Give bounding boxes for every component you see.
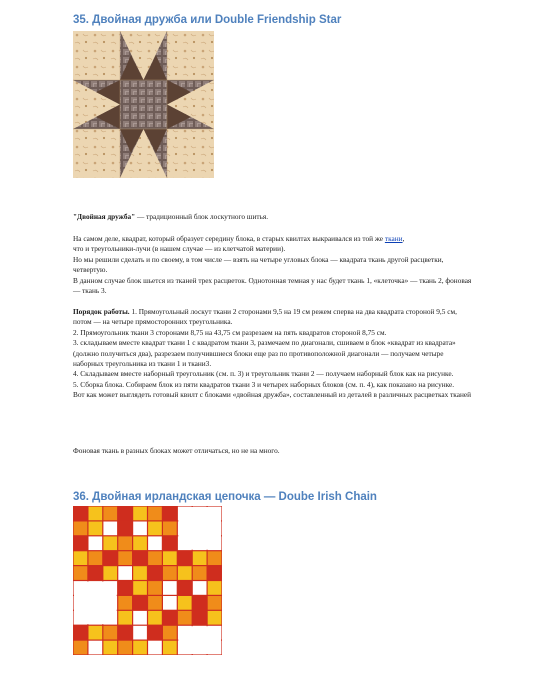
- section-36-title: 36. Двойная ирландская цепочка — Doube Irish Chain: [73, 491, 377, 503]
- desc-line-4: В данном случае блок шьется из тканей трех расцветок. Однотонная темная у нас будет ткань 1, «клеточка» — ткань 2, фоновая — ткань 3.: [73, 275, 472, 296]
- step-3: 3. складываем вместе квадрат ткани 1 с квадратом ткани 3, размечаем по диагонали, сшиваем в блок «квадрат из квадрата» (должно получиться два), разрезаем получившиеся блоки еще раз по противоположной диагонали — получаем четыре наборных треугольника из ткани 1 и ткани3.: [73, 338, 456, 369]
- intro-paragraph: [73, 212, 473, 222]
- work-steps: [73, 307, 473, 401]
- double-irish-chain-quilt-image: [73, 506, 222, 655]
- closing-text: Вот как может выглядеть готовый квилт с блоками «двойная дружба», составленный из деталей в различных расцветках тканей: [73, 390, 471, 400]
- desc-line-3: Но мы решили сделать и по своему, в том числе — взять на четыре угловых блока — квадрата ткань другой расцветки, четвертую.: [73, 254, 444, 275]
- step-2: 2. Прямоугольник ткани 3 сторонами 8,75 на 43,75 см разрезаем на пять квадратов стороной 8,75 см.: [73, 327, 387, 337]
- steps-label: Порядок работы.: [73, 307, 130, 316]
- step-4: 4. Складываем вместе наборный треугольник (см. п. 3) и треугольник ткани 2 — получаем наборный блок как на рисунке.: [73, 369, 454, 379]
- desc-line-1: На самом деле, квадрат, который образует середину блока, в старых квилтах выкраивался из той же: [73, 234, 385, 243]
- step-1: 1. Прямоугольный лоскут ткани 2 сторонами 9,5 на 19 см режем сперва на два квадрата стороной 9,5 см, потом — на четыре прямосторонних треугольника.: [73, 307, 457, 327]
- note-text: Фоновая ткань в разных блоках может отличаться, но не на много.: [73, 446, 280, 455]
- fabric-link[interactable]: ткани: [384, 234, 403, 243]
- description-paragraph: [73, 234, 473, 296]
- note-paragraph: [73, 446, 473, 456]
- step-5: 5. Сборка блока. Собираем блок из пяти квадратов ткани 3 и четырех наборных блоков (см. п. 4), как показано на рисунке.: [73, 379, 455, 389]
- desc-line-2: что и треугольники-лучи (в нашем случае — из клетчатой материи).: [73, 244, 286, 254]
- intro-text: — традиционный блок лоскутного шитья.: [135, 212, 269, 221]
- double-friendship-star-quilt-image: [73, 31, 214, 178]
- intro-term: "Двойная дружба": [73, 212, 136, 221]
- section-35-title: 35. Двойная дружба или Double Friendship Star: [73, 14, 342, 26]
- desc-line-1-end: ,: [402, 234, 405, 243]
